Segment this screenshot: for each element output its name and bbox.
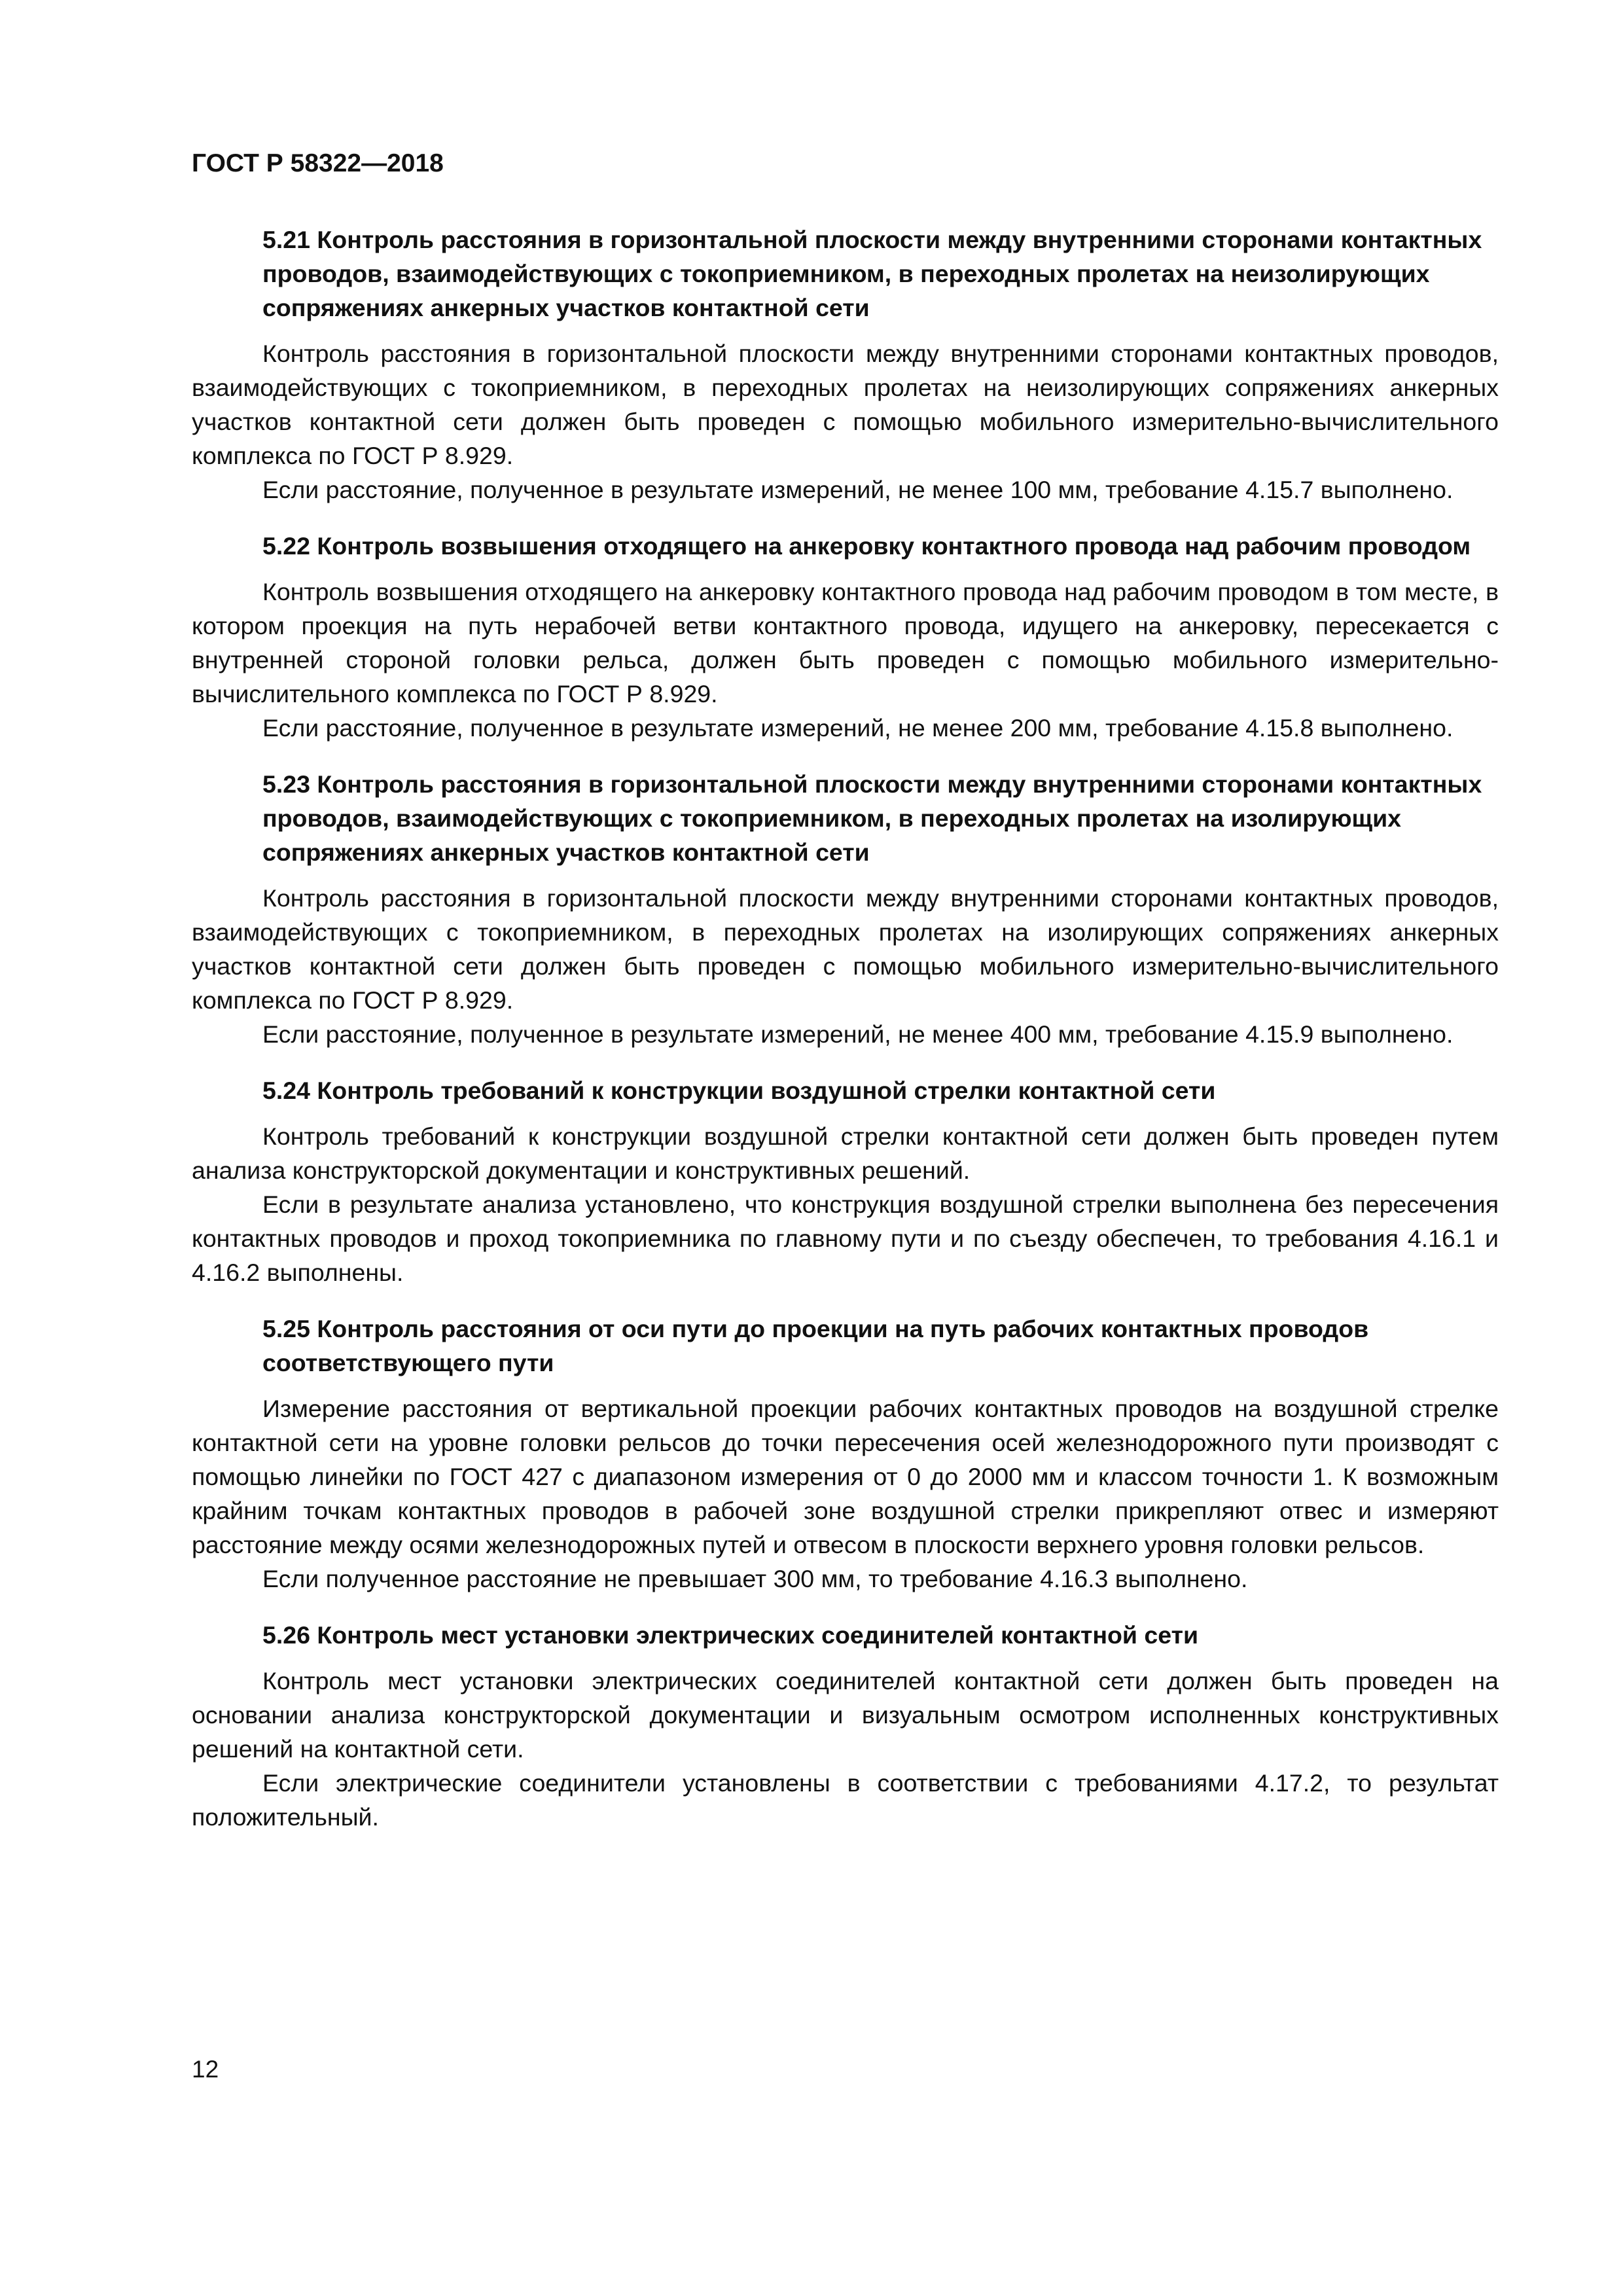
section-heading: 5.26 Контроль мест установки электрических соединителей контактной сети [262,1621,1199,1649]
section-heading: 5.22 Контроль возвышения отходящего на анкеровку контактного провода над рабочим проводом [262,532,1471,560]
paragraph: Если электрические соединители установлены в соответствии с требованиями 4.17.2, то результат положительный. [192,1769,1499,1831]
paragraph: Если расстояние, полученное в результате измерений, не менее 400 мм, требование 4.15.9 выполнено. [262,1020,1454,1048]
section-5-25 [192,1312,1499,1596]
paragraph: Если расстояние, полученное в результате измерений, не менее 100 мм, требование 4.15.7 выполнено. [262,476,1454,503]
section-heading: 5.24 Контроль требований к конструкции воздушной стрелки контактной сети [262,1077,1216,1104]
section-heading: 5.25 Контроль расстояния от оси пути до проекции на путь рабочих контактных проводов соответствующего пути [262,1315,1369,1376]
paragraph: Контроль требований к конструкции воздушной стрелки контактной сети должен быть проведен путем анализа конструкторской документации и конструктивных решений. [192,1122,1499,1184]
paragraph: Контроль возвышения отходящего на анкеровку контактного провода над рабочим проводом в том месте, в котором проекция на путь нерабочей ветви контактного провода, идущего на анкеровку, пересекается с внутренней стороной головки рельса, должен быть проведен с помощью мобильного измерительно-вычислительного комплекса по ГОСТ Р 8.929. [192,578,1499,708]
paragraph: Если полученное расстояние не превышает 300 мм, то требование 4.16.3 выполнено. [262,1565,1248,1592]
paragraph: Контроль расстояния в горизонтальной плоскости между внутренними сторонами контактных проводов, взаимодействующих с токоприемником, в переходных пролетах на неизолирующих сопряжениях анкерных участков контактной сети должен быть проведен с помощью мобильного измерительно-вычислительного комплекса по ГОСТ Р 8.929. [192,340,1499,469]
paragraph: Контроль расстояния в горизонтальной плоскости между внутренними сторонами контактных проводов, взаимодействующих с токоприемником, в переходных пролетах на изолирующих сопряжениях анкерных участков контактной сети должен быть проведен с помощью мобильного измерительно-вычислительного комплекса по ГОСТ Р 8.929. [192,884,1499,1014]
paragraph: Измерение расстояния от вертикальной проекции рабочих контактных проводов на воздушной стрелке контактной сети на уровне головки рельсов до точки пересечения осей железнодорожного пути производят с помощью линейки по ГОСТ 427 с диапазоном измерения от 0 до 2000 мм и классом точности 1. К возможным крайним точкам контактных проводов в рабочей зоне воздушной стрелки прикрепляют отвес и измеряют расстояние между осями железнодорожных путей и отвесом в плоскости верхнего уровня головки рельсов. [192,1395,1499,1558]
paragraph: Контроль мест установки электрических соединителей контактной сети должен быть проведен на основании анализа конструкторской документации и визуальным осмотром исполненных конструктивных решений на контактной сети. [192,1667,1499,1763]
section-heading: 5.23 Контроль расстояния в горизонтальной плоскости между внутренними сторонами контактных проводов, взаимодействующих с токоприемником, в переходных пролетах на изолирующих сопряжениях анкерных участков контактной сети [262,770,1482,866]
section-5-23 [192,767,1499,1051]
section-5-22 [192,529,1499,745]
section-5-24 [192,1073,1499,1289]
paragraph: Если расстояние, полученное в результате измерений, не менее 200 мм, требование 4.15.8 выполнено. [262,714,1454,742]
section-heading: 5.21 Контроль расстояния в горизонтальной плоскости между внутренними сторонами контактных проводов, взаимодействующих с токоприемником, в переходных пролетах на неизолирующих сопряжениях анкерных участков контактной сети [262,226,1482,321]
standard-designation: ГОСТ Р 58322—2018 [192,149,444,177]
document-body [192,223,1499,1856]
section-5-21 [192,223,1499,507]
section-5-26 [192,1618,1499,1834]
paragraph: Если в результате анализа установлено, что конструкция воздушной стрелки выполнена без пересечения контактных проводов и проход токоприемника по главному пути и по съезду обеспечен, то требования 4.16.1 и 4.16.2 выполнены. [192,1191,1499,1286]
page-number: 12 [192,2056,219,2083]
